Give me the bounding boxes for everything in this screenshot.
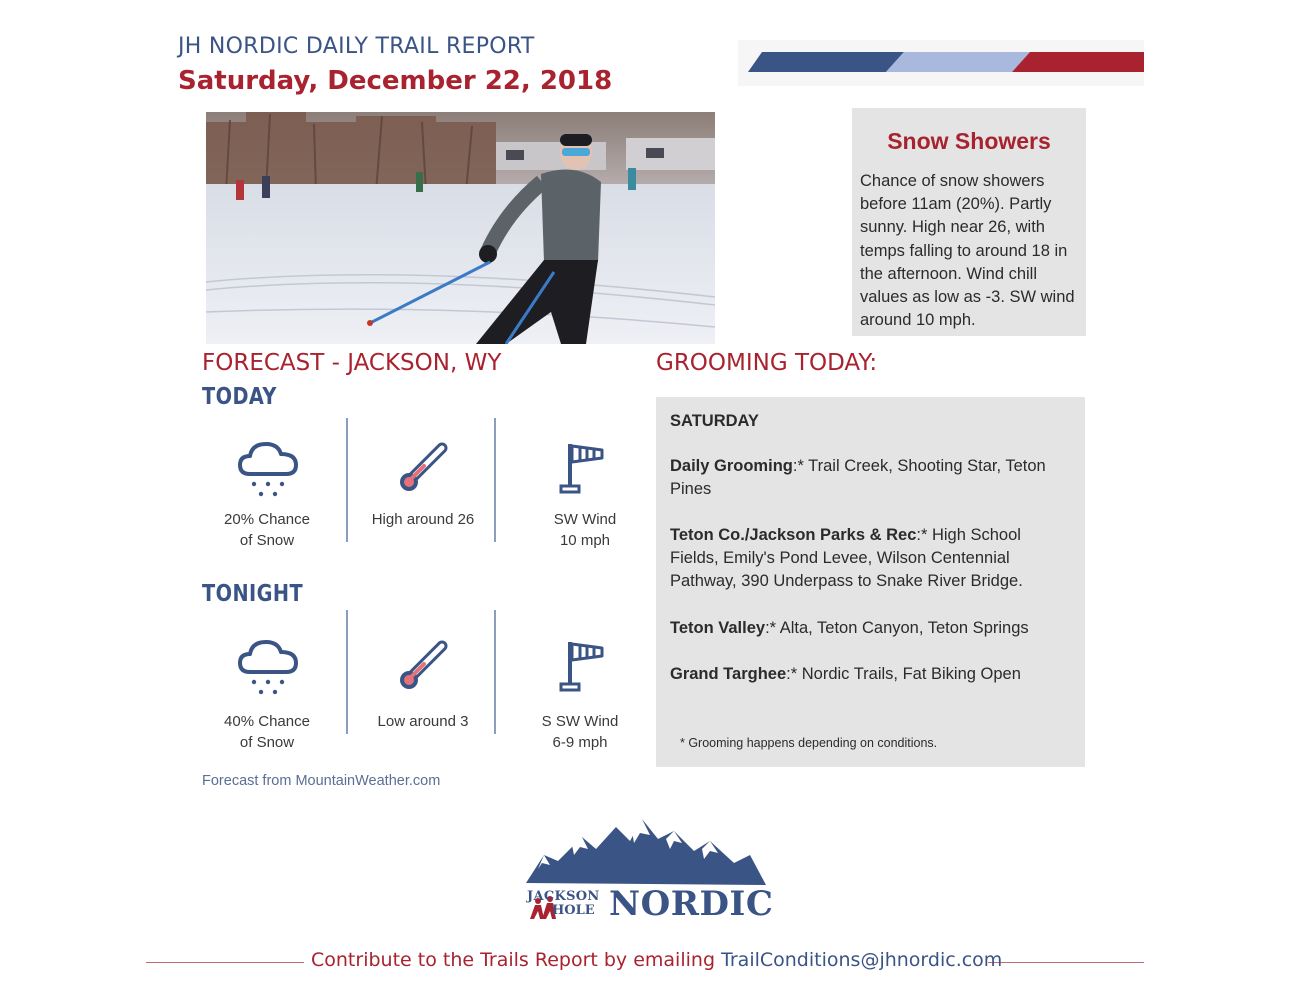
conditions-title: Snow Showers	[887, 128, 1051, 154]
today-temperature: High around 26	[371, 511, 475, 528]
today-snow-chance: 20% Chance of Snow	[224, 511, 310, 549]
conditions-card	[852, 108, 1086, 336]
today-wind: SW Wind 10 mph	[553, 511, 617, 549]
report-date: Saturday, December 22, 2018	[178, 66, 613, 96]
windsock-icon	[548, 434, 618, 504]
grooming-note: * Grooming happens depending on conditions.	[680, 736, 938, 750]
snow-cloud-icon	[234, 434, 304, 504]
grooming-item: Teton Valley:* Alta, Teton Canyon, Teton Springs	[670, 619, 1029, 637]
tonight-temperature: Low around 3	[377, 713, 469, 730]
grooming-day: SATURDAY	[670, 412, 759, 430]
tonight-label: TONIGHT	[202, 581, 304, 607]
report-title: JH NORDIC DAILY TRAIL REPORT	[178, 34, 535, 59]
logo-text-jackson: JACKSON	[527, 889, 600, 904]
logo-text-nordic: NORDIC	[609, 884, 774, 924]
tonight-snow-chance: 40% Chance of Snow	[224, 713, 310, 751]
footer-text: Contribute to the Trails Report by emailing TrailConditions@jhnordic.com	[311, 949, 1003, 971]
grooming-item: Daily Grooming:* Trail Creek, Shooting Star, Teton Pines	[670, 457, 1046, 498]
tonight-wind: S SW Wind 6-9 mph	[541, 713, 619, 751]
grooming-card	[656, 397, 1085, 767]
thermometer-icon	[390, 632, 460, 702]
forecast-source: Forecast from MountainWeather.com	[202, 773, 441, 789]
skier-photo	[206, 112, 715, 344]
conditions-description: Chance of snow showers before 11am (20%). Partly sunny. High near 26, with temps falling to around 18 in the afternoon. Wind chill values as low as -3. SW wind around 10 mph.	[860, 172, 1075, 330]
windsock-icon	[548, 632, 618, 702]
thermometer-icon	[390, 434, 460, 504]
footer-rule-right	[988, 962, 1144, 963]
footer-rule-left	[146, 962, 304, 963]
grooming-heading: GROOMING TODAY:	[656, 350, 878, 376]
forecast-heading: FORECAST - JACKSON, WY	[202, 350, 502, 376]
grooming-item: Grand Targhee:* Nordic Trails, Fat Biking Open	[670, 665, 1021, 683]
today-label: TODAY	[202, 384, 277, 410]
header-stripe	[738, 40, 1144, 86]
snow-cloud-icon	[234, 632, 304, 702]
logo-text-hole: HOLE	[552, 903, 595, 918]
footer-email-link[interactable]: TrailConditions@jhnordic.com	[721, 949, 1003, 971]
grooming-item: Teton Co./Jackson Parks & Rec:* High School Fields, Emily's Pond Levee, Wilson Centennial Pathway, 390 Underpass to Snake River Bridge.	[670, 526, 1023, 590]
